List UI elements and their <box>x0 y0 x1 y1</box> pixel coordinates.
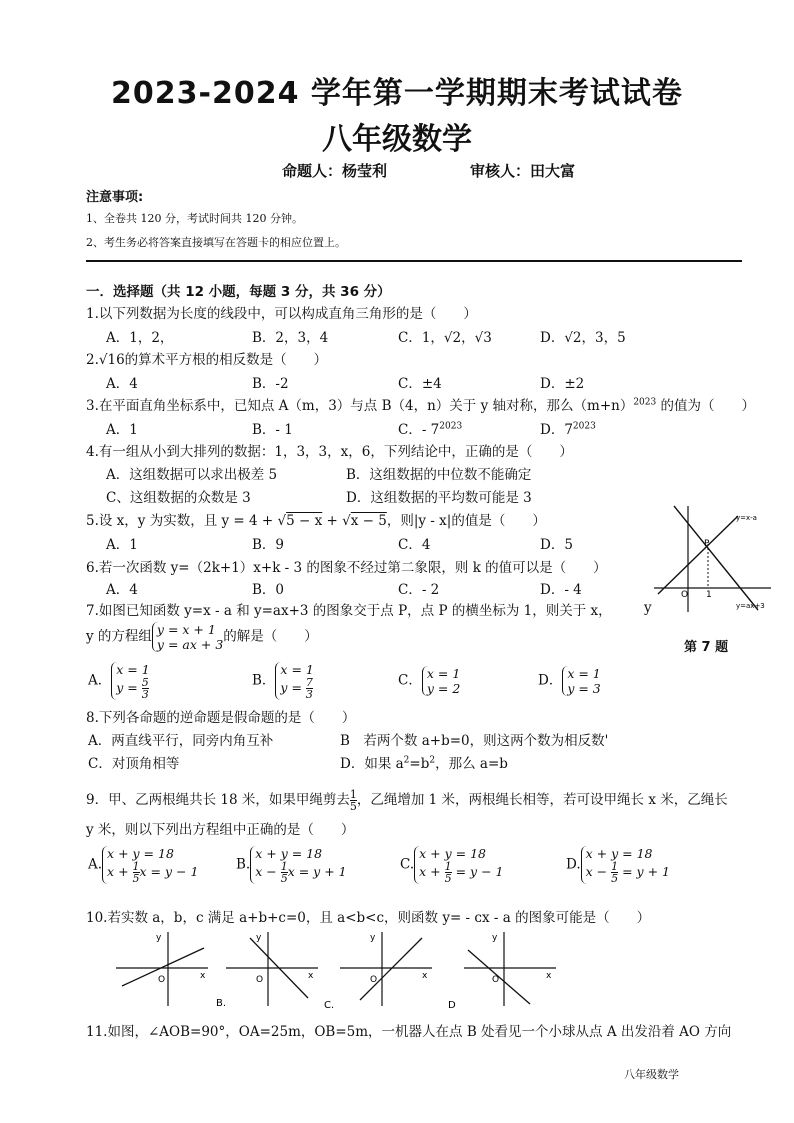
svg-text:O: O <box>492 975 500 985</box>
q6-option-d: D．- 4 <box>540 582 582 598</box>
notes-heading: 注意事项: <box>86 190 144 205</box>
svg-text:C.: C. <box>324 1000 335 1011</box>
question-4-stem: 4.有一组从小到大排列的数据：1，3，3，x，6，下列结论中，正确的是（ ） <box>86 444 573 460</box>
q8-option-c: C．对顶角相等 <box>88 756 180 772</box>
question-8-stem: 8.下列各命题的逆命题是假命题的是（ ） <box>86 710 356 726</box>
q3-option-a: A．1 <box>106 422 138 438</box>
question-10-stem: 10.若实数 a，b，c 满足 a+b+c=0，且 a<b<c，则函数 y= - ᴄx - a 的图象可能是（ ） <box>86 910 651 926</box>
svg-text:y: y <box>370 933 376 943</box>
svg-text:O: O <box>370 975 378 985</box>
figure-7-label-p: P <box>704 539 710 549</box>
svg-text:x: x <box>200 971 206 981</box>
question-2-stem: 2.√16的算术平方根的相反数是（ ） <box>86 352 328 368</box>
reviewer-label: 审核人：田大富 <box>470 162 576 180</box>
question-6-stem: 6.若一次函数 y=（2k+1）x+k - 3 的图象不经过第二象限，则 k 的值可以是（ ） <box>86 560 607 576</box>
svg-text:y: y <box>492 933 498 943</box>
q7-option-d: D． x = 1 y = 3 <box>538 666 601 696</box>
q4-option-a: A．这组数据可以求出极差 5 <box>106 467 278 483</box>
question-7-stem: 7.如图已知函数 y=x - a 和 y=ax+3 的图象交于点 P，点 P 的横坐标为 1，则关于 x， <box>86 603 612 619</box>
figure-7-line-2 <box>658 516 738 594</box>
q1-option-d: D．√2，3，5 <box>540 330 626 346</box>
svg-text:y: y <box>256 933 262 943</box>
q9-option-c: C. x + y = 18 x + $\frac{1}{5}$ = y − 1 <box>400 846 504 885</box>
q10-graph-b <box>216 928 322 1009</box>
svg-text:D: D <box>448 1000 456 1011</box>
question-7-stem-y: y <box>644 600 652 616</box>
svg-text:B.: B. <box>216 998 227 1009</box>
question-3-stem: 3.在平面直角坐标系中，已知点 A（m，3）与点 B（4，n）关于 y 轴对称，那么$(m+n)^{2023}$ 的值为（ ） <box>86 397 756 414</box>
q3-option-b: B．- 1 <box>252 422 293 438</box>
figure-7-graph <box>650 502 775 614</box>
q9-option-b: B. x + y = 18 x − $\frac{1}{5}$ x = y + 1 <box>236 846 347 885</box>
q2-option-d: D．±2 <box>540 376 585 392</box>
q8-option-a: A．两直线平行，同旁内角互补 <box>88 733 274 749</box>
q3-option-c: C．- $7^{2023}$ <box>398 421 463 438</box>
q9-option-a: A. x + y = 18 x + $\frac{1}{5}$ x = y − 1 <box>88 846 199 885</box>
q1-option-b: B．2，3，4 <box>252 330 329 346</box>
q9-option-d: D. x + y = 18 x − $\frac{1}{5}$ = y + 1 <box>566 846 670 885</box>
question-11-stem: 11.如图，∠AOB=90°，OA=25m，OB=5m，一机器人在点 B 处看见一个小球从点 A 出发沿着 AO 方向 <box>86 1024 732 1040</box>
q8-option-d: D．如果 $a^2=b^2$，那么 a=b <box>340 755 508 772</box>
q8-option-b: B 若两个数 a+b=0，则这两个数为相反数' <box>340 733 609 749</box>
q2-option-c: C．±4 <box>398 376 442 392</box>
q3-option-d: D．$7^{2023}$ <box>540 421 596 438</box>
figure-7-line-label-1: y=x-a <box>736 514 757 522</box>
q6-option-a: A．4 <box>106 582 138 598</box>
svg-text:x: x <box>546 971 552 981</box>
q5-option-c: C．4 <box>398 537 431 553</box>
divider <box>86 260 742 262</box>
q2-option-b: B．-2 <box>252 376 289 392</box>
question-1-stem: 1.以下列数据为长度的线段中，可以构成直角三角形的是（ ） <box>86 306 477 322</box>
author-label: 命题人：杨莹利 <box>282 162 388 180</box>
q5-option-a: A．1 <box>106 537 138 553</box>
q10-graph-a <box>112 928 212 1008</box>
q10-graph-d <box>448 928 560 1011</box>
q5-option-d: D．5 <box>540 537 573 553</box>
figure-7-label-o: O <box>681 590 689 600</box>
q5-option-b: B．9 <box>252 537 285 553</box>
page-footer: 八年级数学 <box>624 1068 679 1081</box>
q4-option-c: C、这组数据的众数是 3 <box>106 490 251 506</box>
q7-option-b: B． x = 1 y = $\frac{7}{3}$ <box>252 662 314 701</box>
q6-option-c: C．- 2 <box>398 582 440 598</box>
question-5-stem: 5.设 x，y 为实数，且 y = 4 + √5 − x + √x − 5，则|y - x|的值是（ ） <box>86 513 546 529</box>
q4-option-d: D．这组数据的平均数可能是 3 <box>346 490 532 506</box>
q7-option-c: C． x = 1 y = 2 <box>398 666 461 696</box>
note-item: 2、考生务必将答案直接填写在答题卡的相应位置上。 <box>86 236 346 249</box>
q7-option-a: A． x = 1 y = $\frac{5}{3}$ <box>88 662 150 701</box>
q10-graph-c <box>324 928 436 1011</box>
svg-text:x: x <box>308 971 314 981</box>
section-heading: 一．选择题（共 12 小题，每题 3 分，共 36 分） <box>86 284 391 300</box>
q6-option-b: B．0 <box>252 582 285 598</box>
q4-option-b: B．这组数据的中位数不能确定 <box>346 467 532 483</box>
question-9-stem-2: y 米，则以下列出方程组中正确的是（ ） <box>86 822 355 838</box>
svg-text:y: y <box>156 933 162 943</box>
q2-option-a: A．4 <box>106 376 138 392</box>
svg-text:O: O <box>256 975 264 985</box>
note-item: 1、全卷共 120 分，考试时间共 120 分钟。 <box>86 212 303 225</box>
question-7-stem-2: y 的方程组 y = x + 1 y = ax + 3 的解是（ ） <box>86 622 318 652</box>
svg-text:x: x <box>422 971 428 981</box>
figure-7-line-label-2: y=ax+3 <box>736 602 765 610</box>
q1-option-c: C．1，√2，√3 <box>398 330 492 346</box>
exam-subject: 八年级数学 <box>322 122 472 157</box>
svg-text:O: O <box>158 975 166 985</box>
question-9-stem: 9．甲、乙两根绳共长 18 米，如果甲绳剪去 $\frac{1}{5}$ ，乙绳增加 1 米，两根绳长相等，若可设甲绳长 x 米，乙绳长 <box>86 788 728 813</box>
figure-7-label-1: 1 <box>706 590 712 600</box>
q1-option-a: A．1，2， <box>106 330 174 346</box>
figure-7-caption: 第 7 题 <box>684 640 729 655</box>
exam-title: 2023-2024 学年第一学期期末考试试卷 <box>111 76 683 111</box>
